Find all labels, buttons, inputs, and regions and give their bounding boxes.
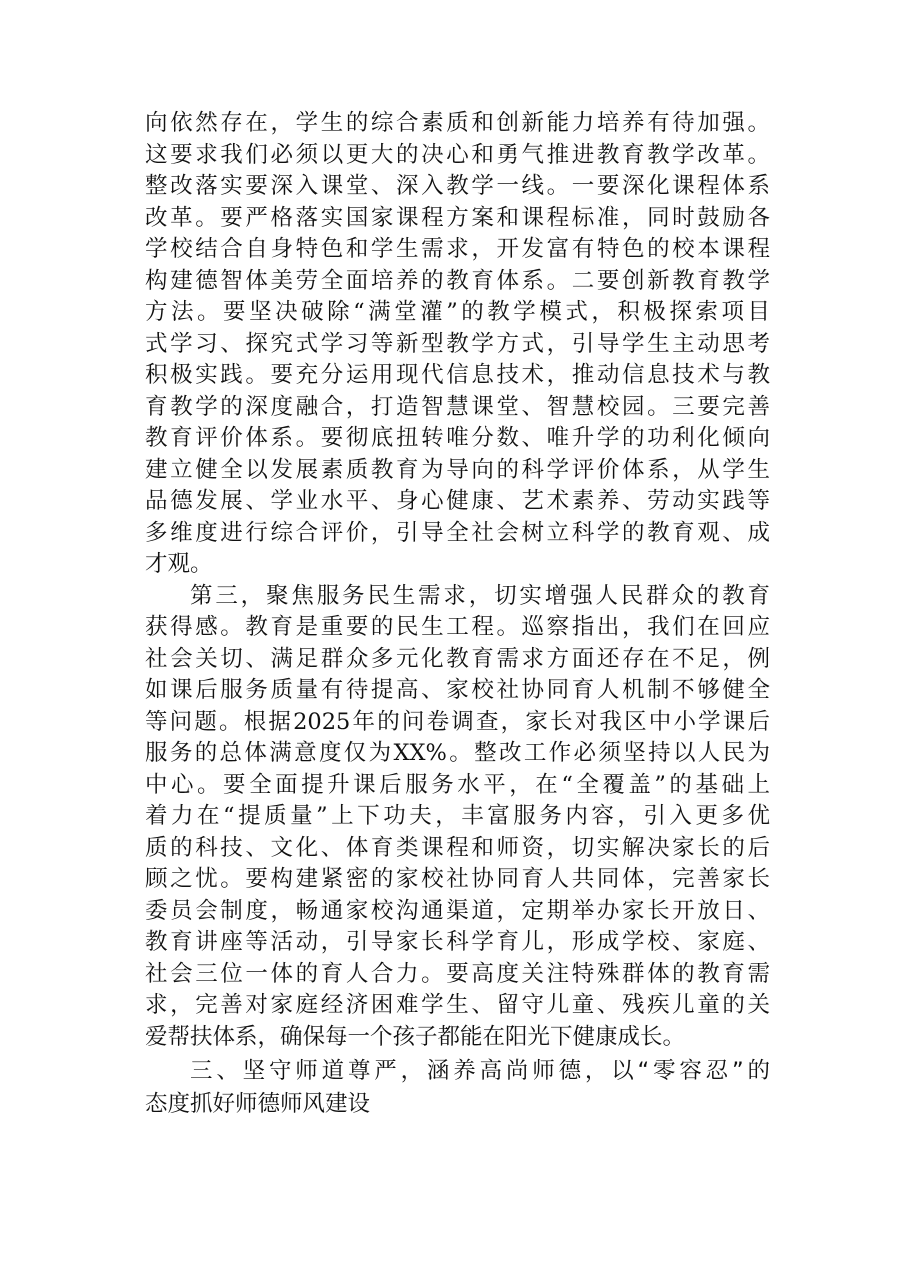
text-line: 获得感。教育是重要的民生工程。巡察指出，我们在回应 xyxy=(145,614,770,640)
text-line: 质的科技、文化、体育类课程和师资，切实解决家长的后 xyxy=(145,834,770,861)
heading-line: 三、坚守师道尊严，涵养高尚师德，以“零容忍”的 xyxy=(190,1058,770,1084)
text-line: 积极实践。要充分运用现代信息技术，推动信息技术与教 xyxy=(145,362,770,388)
text-line: 式学习、探究式学习等新型教学方式，引导学生主动思考 xyxy=(145,330,770,357)
text-line: 求，完善对家庭经济困难学生、留守儿童、残疾儿童的关 xyxy=(145,992,770,1018)
section-heading xyxy=(145,1055,770,1121)
text-line: 改革。要严格落实国家课程方案和课程标准，同时鼓励各 xyxy=(145,204,770,231)
text-line: 委员会制度，畅通家校沟通渠道，定期举办家长开放日、 xyxy=(145,897,770,924)
text-line: 教育讲座等活动，引导家长科学育儿，形成学校、家庭、 xyxy=(145,929,770,955)
text-line: 建立健全以发展素质教育为导向的科学评价体系，从学生 xyxy=(145,456,770,483)
text-line: 第三，聚焦服务民生需求，切实增强人民群众的教育 xyxy=(190,582,770,609)
text-line: 这要求我们必须以更大的决心和勇气推进教育教学改革。 xyxy=(145,141,770,168)
text-line: 育教学的深度融合，打造智慧课堂、智慧校园。三要完善 xyxy=(145,393,770,420)
text-line: 构建德智体美劳全面培养的教育体系。二要创新教育教学 xyxy=(145,267,770,294)
text-line: 服务的总体满意度仅为XX%。整改工作必须坚持以人民为 xyxy=(145,740,770,766)
text-line: 品德发展、学业水平、身心健康、艺术素养、劳动实践等 xyxy=(145,488,770,514)
body-paragraph xyxy=(145,581,770,1054)
text-line: 如课后服务质量有待提高、家校社协同育人机制不够健全 xyxy=(145,677,770,703)
text-line: 中心。要全面提升课后服务水平，在“全覆盖”的基础上 xyxy=(145,771,770,798)
text-line: 等问题。根据2025年的问卷调查，家长对我区中小学课后 xyxy=(145,708,770,735)
text-line: 才观。 xyxy=(145,551,213,577)
text-line: 学校结合自身特色和学生需求，开发富有特色的校本课程 xyxy=(145,236,770,262)
text-line: 社会三位一体的育人合力。要高度关注特殊群体的教育需 xyxy=(145,960,770,987)
text-line: 整改落实要深入课堂、深入教学一线。一要深化课程体系 xyxy=(145,173,770,199)
text-line: 社会关切、满足群众多元化教育需求方面还存在不足，例 xyxy=(145,645,770,672)
heading-line: 态度抓好师德师风建设 xyxy=(145,1091,371,1117)
text-line: 向依然存在，学生的综合素质和创新能力培养有待加强。 xyxy=(145,110,770,136)
text-line: 着力在“提质量”上下功夫，丰富服务内容，引入更多优 xyxy=(145,803,770,829)
text-line: 爱帮扶体系，确保每一个孩子都能在阳光下健康成长。 xyxy=(145,1023,686,1050)
body-paragraph xyxy=(145,108,770,581)
text-line: 顾之忧。要构建紧密的家校社协同育人共同体，完善家长 xyxy=(145,866,770,892)
text-line: 教育评价体系。要彻底扭转唯分数、唯升学的功利化倾向 xyxy=(145,425,770,451)
text-line: 多维度进行综合评价，引导全社会树立科学的教育观、成 xyxy=(145,519,770,546)
document-page xyxy=(145,108,770,1121)
text-line: 方法。要坚决破除“满堂灌”的教学模式，积极探索项目 xyxy=(145,299,770,325)
